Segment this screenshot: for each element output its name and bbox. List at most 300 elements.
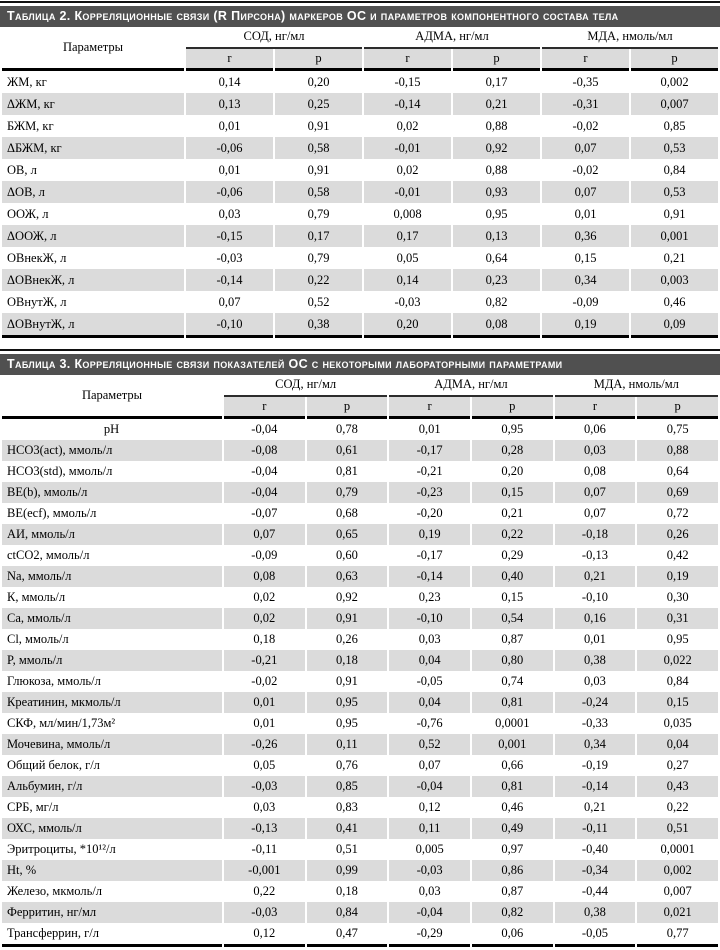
value-cell: 0,66 (472, 755, 553, 776)
table-row (2, 225, 718, 247)
value-cell: -0,06 (186, 181, 273, 203)
value-cell: 0,08 (224, 566, 305, 587)
value-cell: -0,44 (555, 881, 636, 902)
value-cell: -0,03 (364, 291, 451, 313)
value-cell: 0,14 (364, 269, 451, 291)
table-row (2, 713, 718, 734)
value-cell: 0,92 (307, 587, 388, 608)
value-cell: 0,25 (275, 93, 362, 115)
value-cell: 0,11 (389, 818, 470, 839)
table-row (2, 440, 718, 461)
value-cell: 0,18 (307, 650, 388, 671)
value-cell: 0,02 (224, 587, 305, 608)
value-cell: 0,64 (453, 247, 540, 269)
value-cell: 0,21 (631, 247, 718, 269)
subheader-r: r (555, 397, 636, 419)
value-cell: -0,31 (542, 93, 629, 115)
value-cell: 0,61 (307, 440, 388, 461)
value-cell: 0,47 (307, 923, 388, 947)
param-cell: ОВ, л (2, 159, 184, 181)
param-cell: Cl, ммоль/л (2, 629, 222, 650)
value-cell: 0,88 (453, 159, 540, 181)
value-cell: -0,02 (542, 159, 629, 181)
value-cell: 0,93 (453, 181, 540, 203)
subheader-r: r (364, 49, 451, 71)
value-cell: 0,82 (453, 291, 540, 313)
param-cell: ООЖ, л (2, 203, 184, 225)
value-cell: 0,08 (453, 313, 540, 338)
param-column-header: Параметры (2, 27, 184, 71)
value-cell: 0,07 (555, 482, 636, 503)
value-cell: 0,51 (307, 839, 388, 860)
table-row (2, 797, 718, 818)
table-row (2, 247, 718, 269)
table-row (2, 93, 718, 115)
table3-header (2, 375, 718, 419)
value-cell: 0,12 (224, 923, 305, 947)
value-cell: 0,03 (389, 629, 470, 650)
table-row (2, 566, 718, 587)
value-cell: 0,05 (364, 247, 451, 269)
subheader-r: r (186, 49, 273, 71)
param-cell: Ферритин, нг/мл (2, 902, 222, 923)
value-cell: 0,01 (186, 159, 273, 181)
value-cell: 0,64 (637, 461, 718, 482)
value-cell: -0,03 (389, 860, 470, 881)
table-row (2, 860, 718, 881)
subheader-p: p (275, 49, 362, 71)
param-cell: БЖМ, кг (2, 115, 184, 137)
value-cell: 0,46 (631, 291, 718, 313)
value-cell: 0,21 (555, 566, 636, 587)
value-cell: 0,91 (275, 115, 362, 137)
value-cell: 0,75 (637, 419, 718, 440)
value-cell: 0,02 (224, 608, 305, 629)
value-cell: 0,58 (275, 137, 362, 159)
value-cell: 0,65 (307, 524, 388, 545)
value-cell: 0,002 (637, 860, 718, 881)
value-cell: -0,14 (186, 269, 273, 291)
value-cell: 0,74 (472, 671, 553, 692)
table3 (0, 375, 720, 947)
table-row (2, 461, 718, 482)
value-cell: 0,83 (307, 797, 388, 818)
param-cell: рН (2, 419, 222, 440)
table-row (2, 734, 718, 755)
table3-title: Таблица 3. Корреляционные связи показателей ОС с некоторыми лабораторными параметрами (0, 354, 720, 375)
value-cell: 0,52 (275, 291, 362, 313)
value-cell: 0,88 (453, 115, 540, 137)
value-cell: 0,91 (275, 159, 362, 181)
value-cell: -0,001 (224, 860, 305, 881)
table-row (2, 524, 718, 545)
value-cell: 0,15 (472, 482, 553, 503)
value-cell: 0,0001 (637, 839, 718, 860)
table-row (2, 923, 718, 947)
table-row (2, 482, 718, 503)
value-cell: 0,22 (224, 881, 305, 902)
value-cell: -0,04 (224, 419, 305, 440)
value-cell: 0,0001 (472, 713, 553, 734)
value-cell: 0,05 (224, 755, 305, 776)
table-row (2, 159, 718, 181)
value-cell: -0,23 (389, 482, 470, 503)
value-cell: 0,95 (453, 203, 540, 225)
param-cell: СРБ, мг/л (2, 797, 222, 818)
param-cell: ΔОВнекЖ, л (2, 269, 184, 291)
value-cell: 0,34 (542, 269, 629, 291)
param-cell: ΔООЖ, л (2, 225, 184, 247)
value-cell: -0,03 (186, 247, 273, 269)
value-cell: -0,19 (555, 755, 636, 776)
value-cell: 0,84 (637, 671, 718, 692)
value-cell: -0,14 (389, 566, 470, 587)
value-cell: 0,03 (389, 881, 470, 902)
value-cell: 0,23 (389, 587, 470, 608)
value-cell: 0,01 (186, 115, 273, 137)
value-cell: 0,04 (389, 650, 470, 671)
value-cell: -0,17 (389, 545, 470, 566)
param-cell: ΔБЖМ, кг (2, 137, 184, 159)
table3-block (0, 349, 720, 947)
value-cell: 0,36 (542, 225, 629, 247)
value-cell: 0,07 (186, 291, 273, 313)
value-cell: 0,22 (472, 524, 553, 545)
value-cell: 0,07 (224, 524, 305, 545)
value-cell: 0,001 (472, 734, 553, 755)
value-cell: 0,85 (631, 115, 718, 137)
value-cell: 0,06 (472, 923, 553, 947)
value-cell: -0,06 (186, 137, 273, 159)
value-cell: -0,10 (389, 608, 470, 629)
subheader-r: r (542, 49, 629, 71)
value-cell: 0,13 (186, 93, 273, 115)
param-cell: К, ммоль/л (2, 587, 222, 608)
value-cell: 0,19 (542, 313, 629, 338)
param-cell: ЖМ, кг (2, 71, 184, 93)
table2-block (0, 1, 720, 338)
value-cell: 0,01 (389, 419, 470, 440)
value-cell: -0,05 (555, 923, 636, 947)
table-row (2, 776, 718, 797)
value-cell: 0,01 (224, 692, 305, 713)
value-cell: 0,005 (389, 839, 470, 860)
param-cell: ΔОВнутЖ, л (2, 313, 184, 338)
table-row (2, 313, 718, 338)
value-cell: 0,12 (389, 797, 470, 818)
value-cell: 0,09 (631, 313, 718, 338)
value-cell: -0,17 (389, 440, 470, 461)
value-cell: -0,76 (389, 713, 470, 734)
param-cell: Na, ммоль/л (2, 566, 222, 587)
value-cell: -0,35 (542, 71, 629, 93)
value-cell: 0,002 (631, 71, 718, 93)
value-cell: -0,04 (224, 461, 305, 482)
param-cell: ОВнутЖ, л (2, 291, 184, 313)
value-cell: 0,38 (555, 650, 636, 671)
param-cell: Ht, % (2, 860, 222, 881)
value-cell: 0,58 (275, 181, 362, 203)
value-cell: 0,43 (637, 776, 718, 797)
value-cell: 0,30 (637, 587, 718, 608)
value-cell: 0,001 (631, 225, 718, 247)
value-cell: -0,10 (186, 313, 273, 338)
table3-top-rule (0, 349, 720, 351)
param-cell: ОХС, ммоль/л (2, 818, 222, 839)
value-cell: -0,11 (555, 818, 636, 839)
table-row (2, 587, 718, 608)
value-cell: -0,11 (224, 839, 305, 860)
value-cell: 0,07 (542, 181, 629, 203)
value-cell: 0,22 (275, 269, 362, 291)
value-cell: 0,04 (389, 692, 470, 713)
subheader-p: p (637, 397, 718, 419)
subheader-r: r (389, 397, 470, 419)
table-row (2, 419, 718, 440)
value-cell: -0,13 (224, 818, 305, 839)
value-cell: 0,49 (472, 818, 553, 839)
param-cell: Железо, мкмоль/л (2, 881, 222, 902)
value-cell: 0,07 (555, 503, 636, 524)
value-cell: 0,22 (637, 797, 718, 818)
table-row (2, 818, 718, 839)
value-cell: -0,02 (224, 671, 305, 692)
value-cell: -0,10 (555, 587, 636, 608)
value-cell: 0,17 (364, 225, 451, 247)
value-cell: 0,03 (555, 671, 636, 692)
value-cell: 0,15 (472, 587, 553, 608)
marker-group-header-2: АДМА, нг/мл (364, 27, 540, 49)
param-cell: Альбумин, г/л (2, 776, 222, 797)
table-row (2, 692, 718, 713)
value-cell: 0,81 (472, 692, 553, 713)
value-cell: -0,14 (555, 776, 636, 797)
value-cell: -0,09 (224, 545, 305, 566)
value-cell: 0,63 (307, 566, 388, 587)
table3-body (2, 419, 718, 947)
param-cell: Трансферрин, г/л (2, 923, 222, 947)
value-cell: 0,88 (637, 440, 718, 461)
table2-title: Таблица 2. Корреляционные связи (R Пирсона) маркеров ОС и параметров компонентного состава тела (0, 6, 720, 27)
table-row (2, 503, 718, 524)
table-row (2, 608, 718, 629)
param-cell: АИ, ммоль/л (2, 524, 222, 545)
value-cell: -0,04 (389, 776, 470, 797)
value-cell: 0,11 (307, 734, 388, 755)
value-cell: 0,81 (472, 776, 553, 797)
header-row-groups (2, 375, 718, 397)
value-cell: 0,84 (307, 902, 388, 923)
table2-body (2, 71, 718, 338)
param-cell: Ca, ммоль/л (2, 608, 222, 629)
value-cell: 0,21 (472, 503, 553, 524)
subheader-r: r (224, 397, 305, 419)
value-cell: -0,03 (224, 776, 305, 797)
marker-group-header-2: АДМА, нг/мл (389, 375, 552, 397)
value-cell: 0,86 (472, 860, 553, 881)
value-cell: 0,34 (555, 734, 636, 755)
value-cell: -0,33 (555, 713, 636, 734)
table-row (2, 545, 718, 566)
value-cell: -0,13 (555, 545, 636, 566)
param-column-header: Параметры (2, 375, 222, 419)
value-cell: 0,003 (631, 269, 718, 291)
value-cell: 0,81 (307, 461, 388, 482)
table-row (2, 902, 718, 923)
value-cell: 0,035 (637, 713, 718, 734)
value-cell: 0,022 (637, 650, 718, 671)
value-cell: -0,18 (555, 524, 636, 545)
value-cell: 0,38 (275, 313, 362, 338)
value-cell: 0,27 (637, 755, 718, 776)
value-cell: 0,13 (453, 225, 540, 247)
table-row (2, 71, 718, 93)
value-cell: 0,38 (555, 902, 636, 923)
value-cell: 0,07 (389, 755, 470, 776)
value-cell: 0,17 (275, 225, 362, 247)
param-cell: Общий белок, г/л (2, 755, 222, 776)
value-cell: 0,52 (389, 734, 470, 755)
subheader-p: p (631, 49, 718, 71)
value-cell: 0,92 (453, 137, 540, 159)
value-cell: 0,21 (453, 93, 540, 115)
value-cell: 0,26 (637, 524, 718, 545)
table2-top-rule (0, 1, 720, 3)
value-cell: 0,76 (307, 755, 388, 776)
value-cell: -0,09 (542, 291, 629, 313)
value-cell: 0,53 (631, 181, 718, 203)
value-cell: 0,95 (307, 692, 388, 713)
subheader-p: p (472, 397, 553, 419)
value-cell: 0,04 (637, 734, 718, 755)
value-cell: 0,87 (472, 881, 553, 902)
value-cell: 0,97 (472, 839, 553, 860)
value-cell: -0,01 (364, 181, 451, 203)
value-cell: 0,68 (307, 503, 388, 524)
value-cell: 0,15 (637, 692, 718, 713)
value-cell: 0,07 (542, 137, 629, 159)
value-cell: 0,40 (472, 566, 553, 587)
value-cell: 0,15 (542, 247, 629, 269)
value-cell: 0,54 (472, 608, 553, 629)
value-cell: -0,34 (555, 860, 636, 881)
table-row (2, 181, 718, 203)
subheader-p: p (307, 397, 388, 419)
table-row (2, 839, 718, 860)
subheader-p: p (453, 49, 540, 71)
value-cell: -0,05 (389, 671, 470, 692)
table-row (2, 137, 718, 159)
value-cell: 0,26 (307, 629, 388, 650)
table-row (2, 115, 718, 137)
value-cell: 0,06 (555, 419, 636, 440)
value-cell: 0,17 (453, 71, 540, 93)
marker-group-header-3: МДА, нмоль/мл (542, 27, 718, 49)
value-cell: 0,95 (637, 629, 718, 650)
value-cell: -0,24 (555, 692, 636, 713)
value-cell: 0,008 (364, 203, 451, 225)
value-cell: 0,69 (637, 482, 718, 503)
table-row (2, 203, 718, 225)
table-row (2, 755, 718, 776)
value-cell: -0,15 (364, 71, 451, 93)
value-cell: 0,20 (275, 71, 362, 93)
value-cell: 0,91 (307, 608, 388, 629)
table-row (2, 881, 718, 902)
value-cell: 0,28 (472, 440, 553, 461)
value-cell: -0,20 (389, 503, 470, 524)
param-cell: BE(b), ммоль/л (2, 482, 222, 503)
value-cell: -0,26 (224, 734, 305, 755)
value-cell: 0,79 (307, 482, 388, 503)
value-cell: 0,91 (307, 671, 388, 692)
value-cell: 0,95 (472, 419, 553, 440)
param-cell: ΔОВ, л (2, 181, 184, 203)
param-cell: Креатинин, мкмоль/л (2, 692, 222, 713)
value-cell: 0,03 (186, 203, 273, 225)
param-cell: HCO3(std), ммоль/л (2, 461, 222, 482)
value-cell: 0,03 (224, 797, 305, 818)
param-cell: ctCO2, ммоль/л (2, 545, 222, 566)
marker-group-header-1: СОД, нг/мл (224, 375, 387, 397)
value-cell: 0,21 (555, 797, 636, 818)
value-cell: 0,53 (631, 137, 718, 159)
value-cell: 0,01 (224, 713, 305, 734)
value-cell: 0,01 (555, 629, 636, 650)
value-cell: -0,14 (364, 93, 451, 115)
param-cell: P, ммоль/л (2, 650, 222, 671)
param-cell: Глюкоза, ммоль/л (2, 671, 222, 692)
value-cell: 0,77 (637, 923, 718, 947)
value-cell: -0,29 (389, 923, 470, 947)
table-row (2, 650, 718, 671)
value-cell: 0,20 (364, 313, 451, 338)
value-cell: 0,46 (472, 797, 553, 818)
value-cell: -0,02 (542, 115, 629, 137)
value-cell: 0,80 (472, 650, 553, 671)
value-cell: 0,03 (555, 440, 636, 461)
param-cell: BE(ecf), ммоль/л (2, 503, 222, 524)
value-cell: 0,79 (275, 247, 362, 269)
value-cell: 0,82 (472, 902, 553, 923)
marker-group-header-1: СОД, нг/мл (186, 27, 362, 49)
value-cell: 0,84 (631, 159, 718, 181)
value-cell: 0,19 (637, 566, 718, 587)
header-row-groups (2, 27, 718, 49)
value-cell: 0,87 (472, 629, 553, 650)
value-cell: 0,02 (364, 159, 451, 181)
value-cell: 0,95 (307, 713, 388, 734)
value-cell: 0,60 (307, 545, 388, 566)
value-cell: -0,40 (555, 839, 636, 860)
value-cell: 0,79 (275, 203, 362, 225)
param-cell: СКФ, мл/мин/1,73м² (2, 713, 222, 734)
value-cell: 0,08 (555, 461, 636, 482)
table-row (2, 671, 718, 692)
table-row (2, 291, 718, 313)
value-cell: -0,21 (389, 461, 470, 482)
value-cell: 0,007 (637, 881, 718, 902)
param-cell: ОВнекЖ, л (2, 247, 184, 269)
value-cell: 0,01 (542, 203, 629, 225)
value-cell: 0,007 (631, 93, 718, 115)
value-cell: 0,23 (453, 269, 540, 291)
param-cell: Мочевина, ммоль/л (2, 734, 222, 755)
value-cell: 0,19 (389, 524, 470, 545)
marker-group-header-3: МДА, нмоль/мл (555, 375, 718, 397)
value-cell: -0,04 (224, 482, 305, 503)
value-cell: 0,41 (307, 818, 388, 839)
